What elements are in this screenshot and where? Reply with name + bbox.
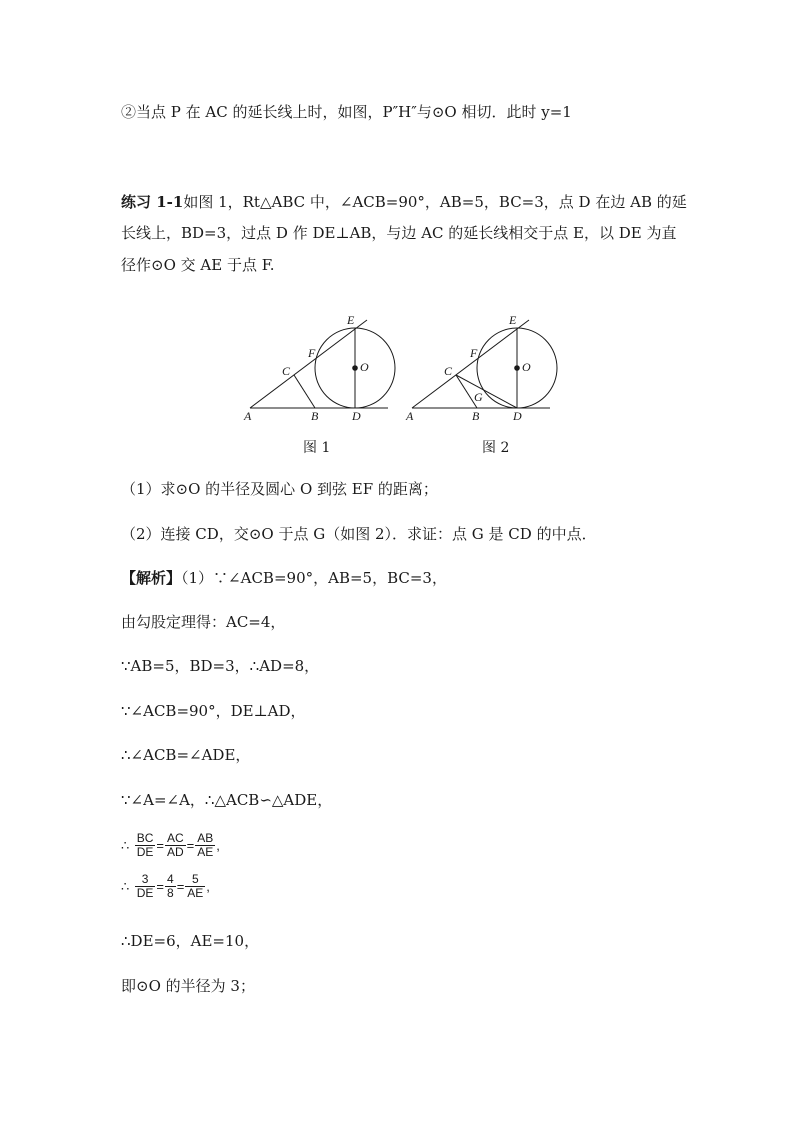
- case-2-line: ②当点 P 在 AC 的延长线上时，如图，P″H″与⊙O 相切．此时 y=1: [121, 103, 572, 121]
- fig2-label-b: B: [472, 409, 480, 423]
- fig2-label-d: D: [513, 409, 522, 423]
- fraction-5-ae: $\frac{5}{AE}$: [187, 872, 204, 900]
- fig2-label-f: F: [470, 346, 478, 360]
- fig1-label-o: O: [360, 360, 369, 374]
- fig1-line-ae: [250, 320, 367, 408]
- solution-text-1: （1）∵∠ACB=90°，AB=5，BC=3，: [181, 569, 447, 587]
- solution-line-9: ∴DE=6，AE=10，: [121, 932, 260, 950]
- exercise-text-1: 如图 1，Rt△ABC 中，∠ACB=90°，AB=5，BC=3，点 D 在边 AB 的延: [183, 193, 687, 211]
- fig2-label-e: E: [509, 313, 517, 327]
- therefore-symbol: ∴: [121, 878, 130, 894]
- solution-line-4: ∵∠ACB=90°，DE⊥AD，: [121, 702, 306, 720]
- solution-line-3: ∵AB=5，BD=3，∴AD=8，: [121, 657, 320, 675]
- exercise-line-3: 径作⊙O 交 AE 于点 F.: [121, 256, 275, 274]
- fig2-label-g: G: [474, 390, 483, 404]
- fig2-label-c: C: [444, 364, 453, 378]
- therefore-symbol: ∴: [121, 837, 130, 853]
- question-1: （1）求⊙O 的半径及圆心 O 到弦 EF 的距离；: [121, 480, 438, 498]
- solution-label: 【解析】: [121, 569, 182, 587]
- fraction-row-1: ∴ $\frac{BC}{DE}$ = $\frac{AC}{AD}$ = $\frac{AB}{AE}$ ,: [121, 831, 220, 859]
- fig1-label-e: E: [347, 313, 355, 327]
- fig1-center-dot: [353, 366, 358, 371]
- fraction-ac-ad: $\frac{AC}{AD}$: [167, 831, 184, 859]
- fig2-label-a: A: [406, 409, 414, 423]
- fraction-4-8: $\frac{4}{8}$: [167, 872, 174, 900]
- figure-1: [250, 320, 395, 408]
- fig1-line-cb: [294, 375, 315, 408]
- figure-2: [412, 320, 557, 408]
- figure-1-caption: 图 1: [303, 440, 331, 456]
- solution-line-1: [121, 568, 447, 588]
- fig1-label-a: A: [244, 409, 252, 423]
- fig1-label-b: B: [311, 409, 319, 423]
- fig1-label-d: D: [352, 409, 361, 423]
- fig1-label-c: C: [282, 364, 291, 378]
- fraction-ab-ae: $\frac{AB}{AE}$: [197, 831, 214, 859]
- fig2-label-o: O: [522, 360, 531, 374]
- question-2: （2）连接 CD，交⊙O 于点 G（如图 2）．求证：点 G 是 CD 的中点．: [121, 525, 597, 543]
- exercise-label: 练习 1-1: [121, 193, 184, 211]
- solution-line-6: ∵∠A=∠A，∴△ACB∽△ADE，: [121, 791, 333, 809]
- solution-line-2: 由勾股定理得：AC=4，: [121, 613, 286, 631]
- solution-line-5: ∴∠ACB=∠ADE，: [121, 746, 251, 764]
- exercise-line-1: [121, 192, 687, 212]
- geometry-figures: [0, 312, 794, 452]
- fraction-3-de: $\frac{3}{DE}$: [136, 872, 154, 900]
- fig2-center-dot: [515, 366, 520, 371]
- fig2-line-ae: [412, 320, 529, 408]
- exercise-line-2: 长线上，BD=3，过点 D 作 DE⊥AB，与边 AC 的延长线相交于点 E，以 DE 为直: [121, 224, 677, 242]
- figure-2-caption: 图 2: [482, 440, 510, 456]
- fraction-row-2: ∴ $\frac{3}{DE}$ = $\frac{4}{8}$ = $\frac{5}{AE}$ ,: [121, 872, 210, 900]
- fig2-line-cd: [456, 375, 517, 408]
- fraction-bc-de: $\frac{BC}{DE}$: [136, 831, 154, 859]
- fig1-label-f: F: [308, 346, 316, 360]
- solution-line-10: 即⊙O 的半径为 3；: [121, 977, 255, 995]
